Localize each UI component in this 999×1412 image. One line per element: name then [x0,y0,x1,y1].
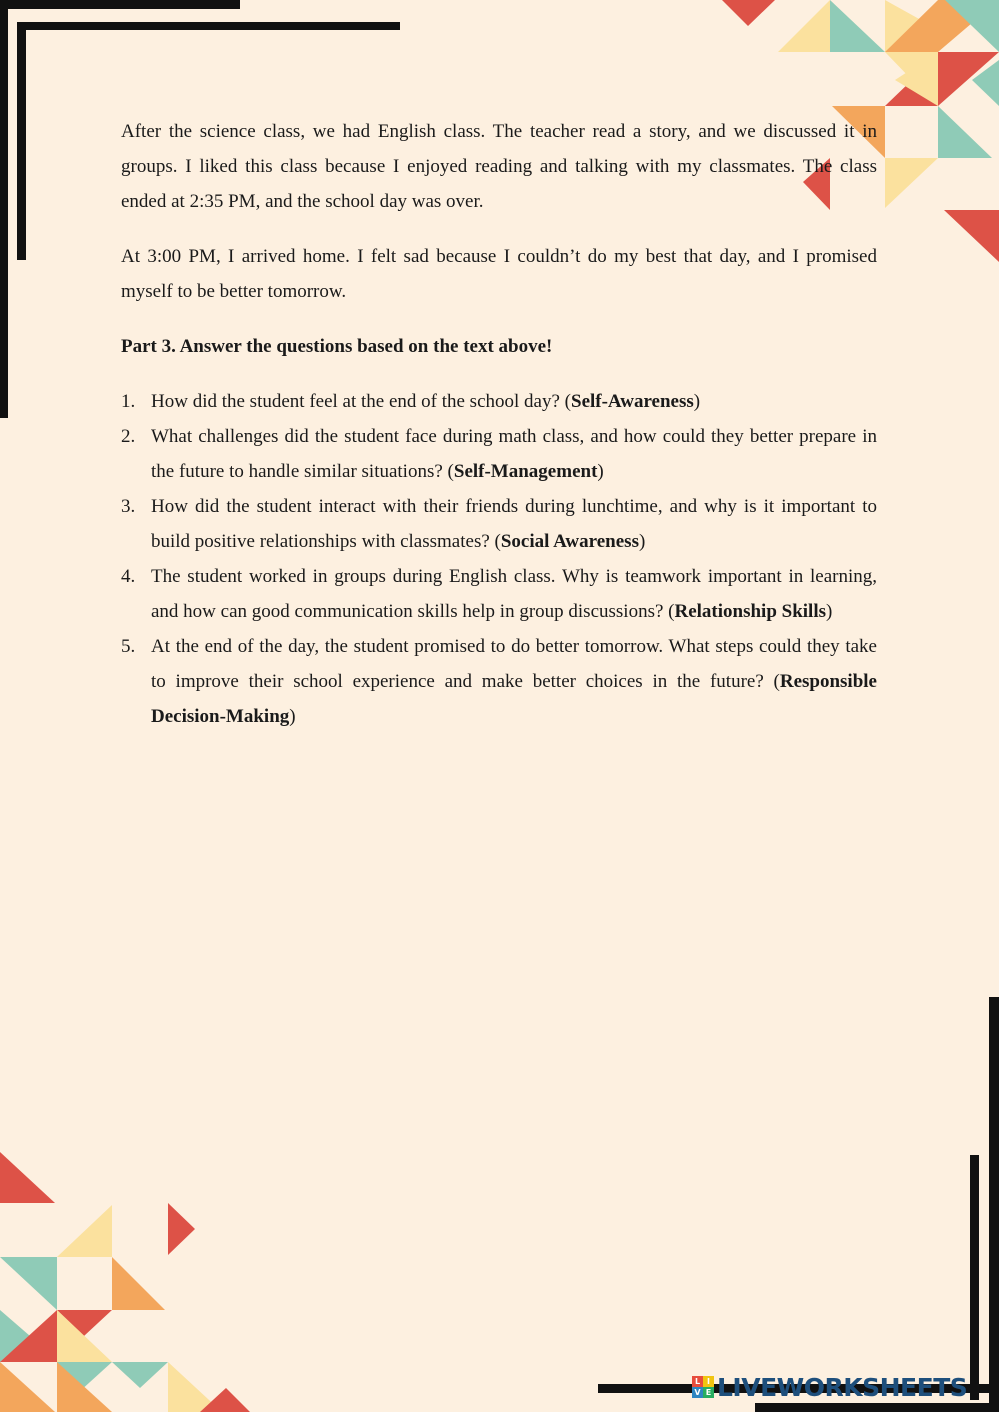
question-item [121,384,877,419]
part-3-heading: Part 3. Answer the questions based on the text above! [121,336,553,357]
competency-tag: Responsible Decision-Making [151,671,877,727]
question-number: 4. [121,566,136,587]
competency-tag: Self-Management [453,461,598,482]
liveworksheets-logo[interactable] [692,1372,967,1402]
question-item [121,489,877,559]
liveworksheets-logo-text: LIVEWORKSHEETS [717,1372,968,1402]
question-number: 2. [121,426,136,447]
question-close-paren: ) [289,706,296,727]
question-text: What challenges did the student face during math class, and how could they better prepare in the future to handle similar situations? ( [151,426,877,482]
story-paragraph-english-class: After the science class, we had English class. The teacher read a story, and we discussed it in groups. I liked this class because I enjoyed reading and talking with my classmates. The class ended at 2:35 PM, and the school day was over. [121,121,877,212]
question-item [121,629,877,734]
question-text: At the end of the day, the student promised to do better tomorrow. What steps could they take to improve their school experience and make better choices in the future? ( [151,636,877,692]
question-close-paren: ) [597,461,604,482]
question-text: How did the student feel at the end of the school day? ( [151,391,571,412]
question-number: 1. [121,391,136,412]
question-item [121,419,877,489]
question-close-paren: ) [638,531,646,552]
question-close-paren: ) [826,601,833,622]
question-number: 3. [121,496,136,517]
question-text: How did the student interact with their friends during lunchtime, and why is it important to build positive relationships with classmates? ( [151,496,877,552]
story-paragraph-arrived-home: At 3:00 PM, I arrived home. I felt sad because I couldn’t do my best that day, and I promised myself to be better tomorrow. [121,246,877,302]
competency-tag: Self-Awareness [571,391,694,412]
competency-tag: Social Awareness [500,531,639,552]
bottom-left-triangle-pattern [0,1152,250,1412]
competency-tag: Relationship Skills [674,601,827,622]
question-close-paren: ) [693,391,701,412]
question-item [121,559,877,629]
question-number: 5. [121,636,136,657]
question-list [121,384,877,734]
question-text: The student worked in groups during English class. Why is teamwork important in learning, and how can good communication skills help in group discussions? ( [151,566,877,622]
liveworksheets-logo-icon: L I V E [692,1376,714,1398]
worksheet-content [121,114,877,734]
bottom-right-frame-bars [598,997,999,1412]
